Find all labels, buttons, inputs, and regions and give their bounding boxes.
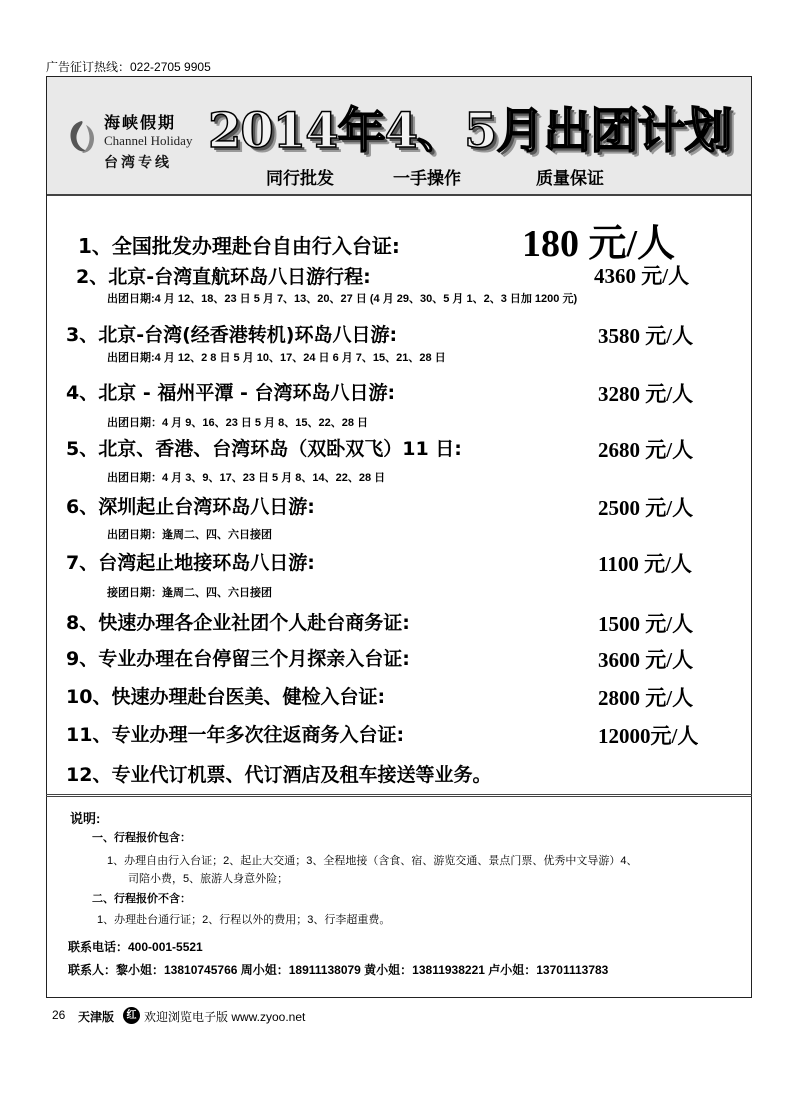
departure-dates: 接团日期：逢周二、四、六日接团 — [107, 587, 272, 599]
page-number: 26 — [52, 1008, 66, 1022]
departure-dates: 出团日期:4 月 12、18、23 日 5 月 7、13、20、27 日 (4 月 29、30、5 月 1、2、3 日加 1200 元) — [107, 293, 578, 305]
footer-website: 欢迎浏览电子版 www.zyoo.net — [144, 1010, 306, 1024]
departure-dates: 出团日期:4 月 12、2 8 日 5 月 10、17、24 日 6 月 7、15、21、28 日 — [107, 352, 446, 364]
list-item-label: 5、北京、香港、台湾环岛（双卧双飞）11 日: — [66, 438, 462, 460]
include-line-2: 司陪小费，5、旅游人身意外险； — [128, 873, 289, 885]
list-item-label: 1、全国批发办理赴台自由行入台证: — [78, 234, 400, 258]
logo-subtitle: 台湾专线 — [104, 154, 172, 170]
list-item-label: 4、北京 - 福州平潭 - 台湾环岛八日游: — [66, 382, 396, 404]
ad-hotline: 广告征订热线：022-2705 9905 — [46, 60, 211, 74]
list-item-label: 10、快速办理赴台医美、健检入台证: — [66, 686, 386, 708]
list-item-price: 2800 元/人 — [598, 686, 694, 710]
list-item-label: 8、快速办理各企业社团个人赴台商务证: — [66, 612, 410, 634]
list-item-label: 11、专业办理一年多次往返商务入台证: — [66, 724, 405, 746]
list-item-price: 1500 元/人 — [598, 612, 694, 636]
tagline-3: 质量保证 — [536, 169, 604, 188]
logo-text-cn: 海峡假期 — [104, 113, 177, 132]
exclude-line: 1、办理赴台通行证；2、行程以外的费用；3、行李超重费。 — [97, 914, 391, 926]
list-item-label: 2、北京-台湾直航环岛八日游行程: — [76, 266, 371, 288]
list-item-price: 3280 元/人 — [598, 382, 694, 406]
tagline-2: 一手操作 — [393, 169, 461, 188]
list-item-label: 6、深圳起止台湾环岛八日游: — [66, 496, 315, 518]
list-item-price: 12000元/人 — [598, 724, 699, 748]
notes-heading: 说明: — [70, 811, 101, 826]
tagline-1: 同行批发 — [266, 169, 334, 188]
edition-badge: 红 — [123, 1007, 140, 1024]
departure-dates: 出团日期：逢周二、四、六日接团 — [107, 529, 272, 541]
contact-phone: 联系电话：400-001-5521 — [68, 940, 203, 954]
list-item-price: 1100 元/人 — [598, 552, 692, 576]
list-item-label: 3、北京-台湾(经香港转机)环岛八日游: — [66, 324, 398, 346]
list-item-label: 7、台湾起止地接环岛八日游: — [66, 552, 315, 574]
page-title: 2014年4、5月出团计划 — [208, 103, 732, 159]
list-item-price: 3580 元/人 — [598, 324, 694, 348]
include-line-1: 1、办理自由行入台证；2、起止大交通；3、全程地接（含食、宿、游览交通、景点门票、优秀中文导游）4、 — [107, 855, 638, 867]
list-item-label: 12、专业代订机票、代订酒店及租车接送等业务。 — [66, 764, 492, 786]
channel-holiday-logo-icon — [66, 117, 98, 157]
departure-dates: 出团日期：4 月 9、16、23 日 5 月 8、15、22、28 日 — [107, 417, 369, 429]
departure-dates: 出团日期：4 月 3、9、17、23 日 5 月 8、14、22、28 日 — [107, 472, 386, 484]
list-item-price: 180 元/人 — [522, 223, 676, 265]
list-item-price: 2680 元/人 — [598, 438, 694, 462]
list-item-label: 9、专业办理在台停留三个月探亲入台证: — [66, 648, 410, 670]
include-title: 一、行程报价包含： — [92, 832, 191, 844]
list-item-price: 3600 元/人 — [598, 648, 694, 672]
logo-text-en: Channel Holiday — [104, 133, 193, 148]
list-item-price: 4360 元/人 — [594, 264, 690, 288]
edition-label: 天津版 — [78, 1010, 115, 1024]
contact-persons: 联系人：黎小姐：13810745766 周小姐：18911138079 黄小姐：13811938221 卢小姐：13701113783 — [68, 963, 609, 977]
list-item-price: 2500 元/人 — [598, 496, 694, 520]
exclude-title: 二、行程报价不含： — [92, 893, 191, 905]
